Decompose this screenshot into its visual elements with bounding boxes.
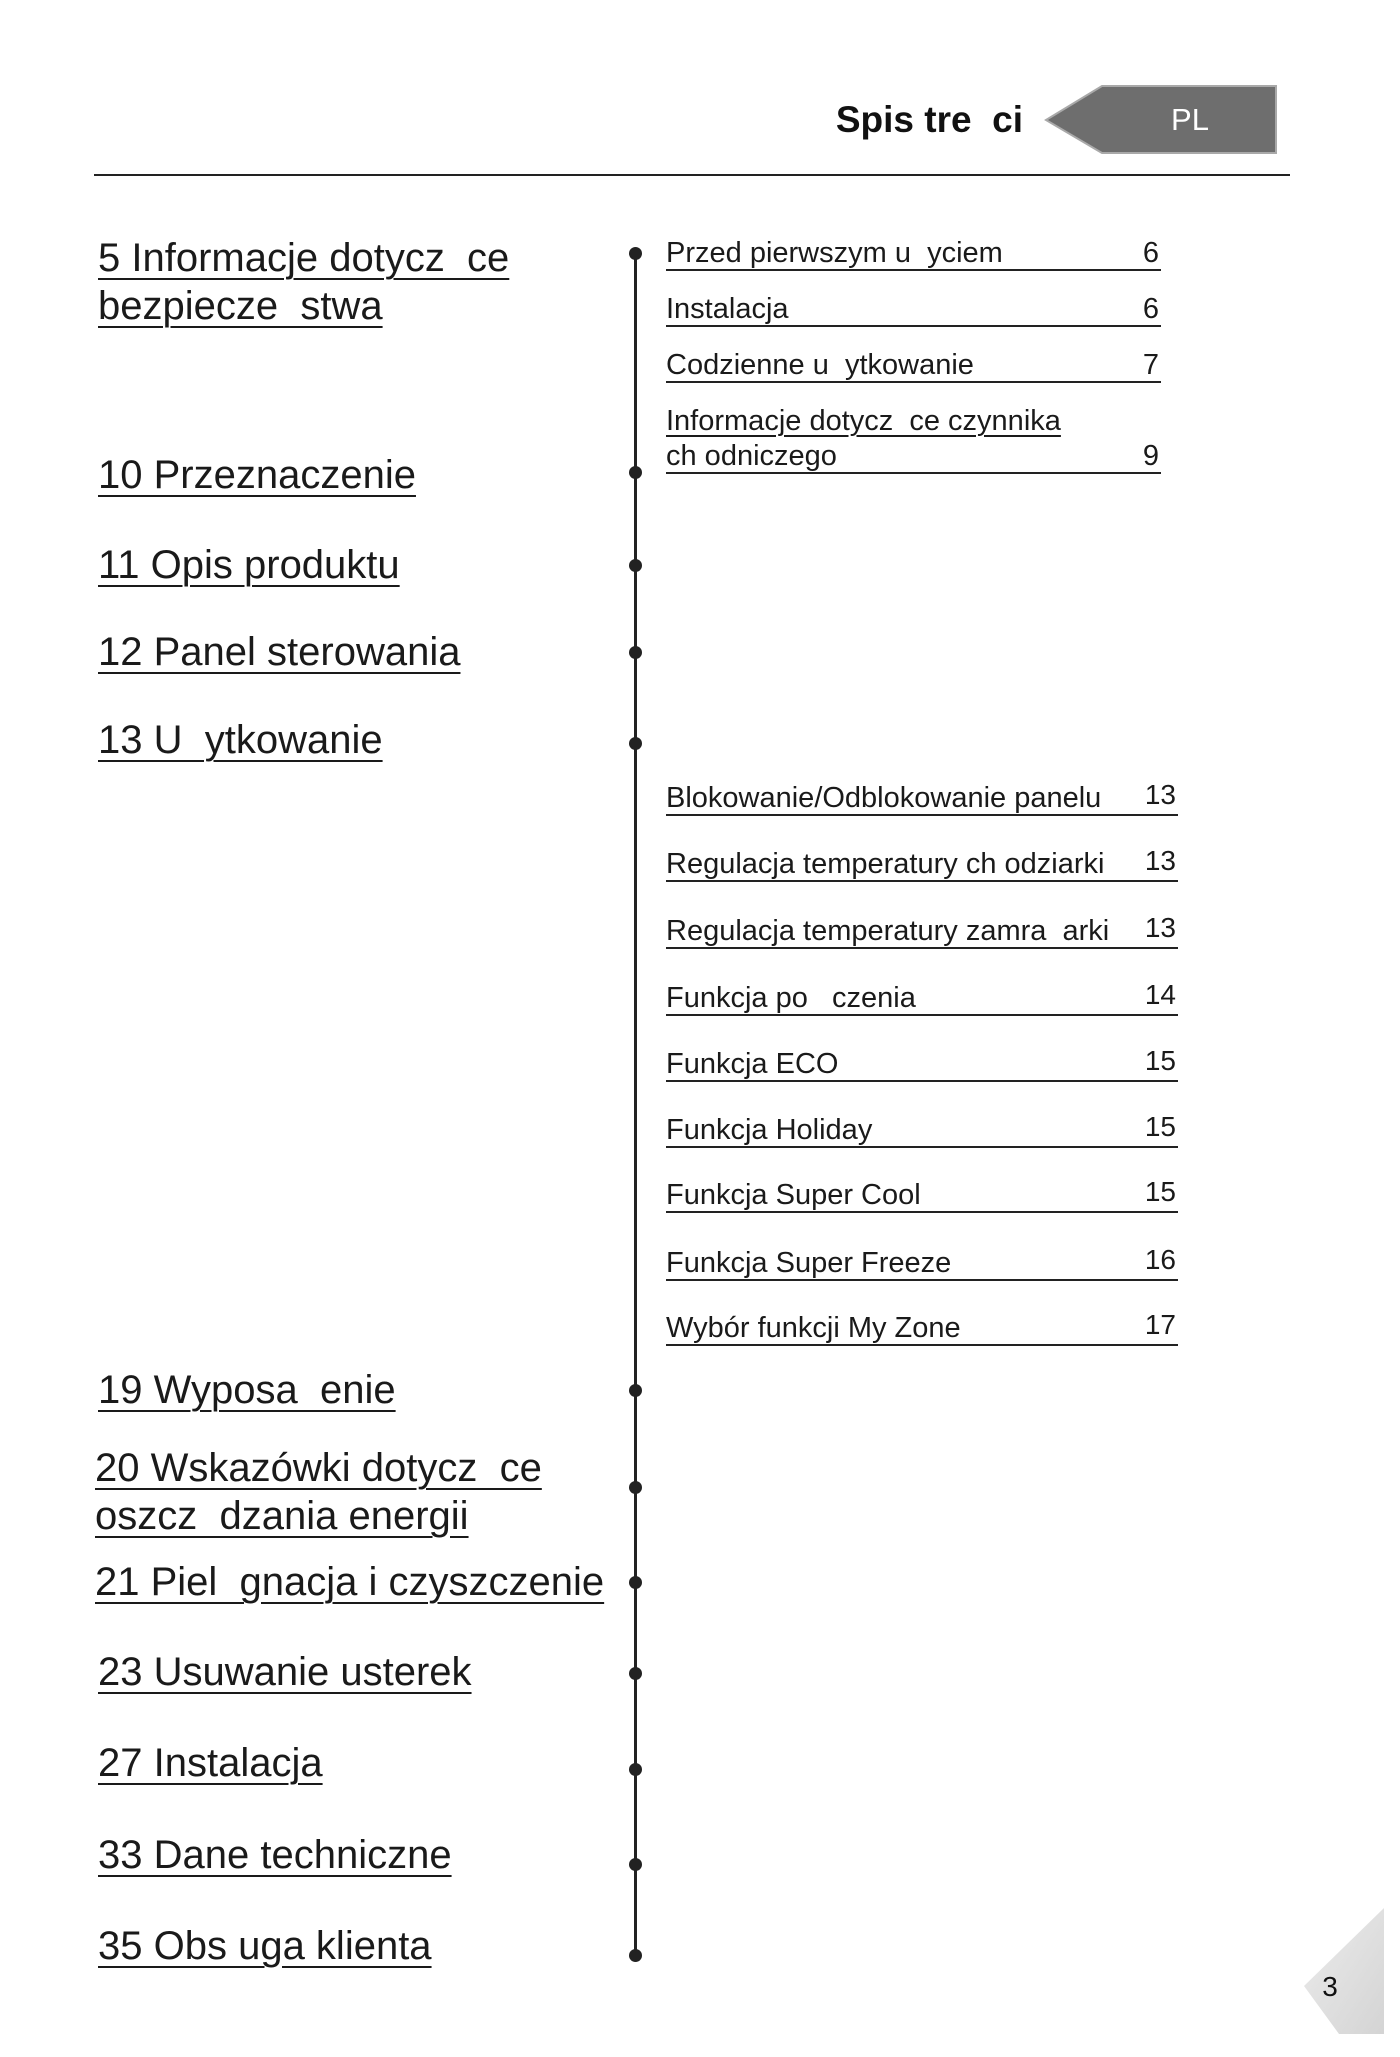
toc-section-label: 13 U ytkowanie (98, 718, 383, 762)
toc-subentry-page: 13 (1144, 845, 1176, 876)
toc-subentry-page: 6 (1142, 293, 1159, 325)
toc-subentry-page: 15 (1144, 1111, 1176, 1142)
toc-section-label: bezpiecze stwa (98, 284, 383, 328)
timeline-dot (629, 1949, 642, 1962)
timeline-dot (629, 466, 642, 479)
toc-subentry-title: Wybór funkcji My Zone (666, 1312, 961, 1344)
toc-section-usage[interactable] (98, 716, 383, 764)
toc-subentry-page: 17 (1144, 1309, 1176, 1340)
toc-section-intended-use[interactable] (98, 451, 416, 499)
toc-subentry-title: Blokowanie/Odblokowanie panelu (666, 782, 1102, 814)
language-tab-label: PL (1171, 102, 1209, 137)
toc-section-label: 27 Instalacja (98, 1741, 323, 1785)
timeline-dot (629, 1576, 642, 1589)
toc-subentry-title: Przed pierwszym u yciem (666, 237, 1003, 269)
toc-subentry-title: Funkcja Holiday (666, 1114, 873, 1146)
toc-section-energy-tips[interactable] (95, 1444, 542, 1540)
toc-subentry-page: 15 (1144, 1176, 1176, 1207)
toc-subentry-title-line1[interactable]: Informacje dotycz ce czynnika (666, 405, 1061, 437)
toc-subentry-page: 13 (1144, 779, 1176, 810)
toc-subentry-title: Funkcja po czenia (666, 982, 916, 1014)
toc-subentry[interactable] (666, 779, 1178, 816)
toc-section-label: 35 Obs uga klienta (98, 1924, 432, 1968)
toc-section-installation[interactable] (98, 1739, 323, 1787)
toc-section-label: 10 Przeznaczenie (98, 453, 416, 497)
toc-section-label: 5 Informacje dotycz ce (98, 236, 510, 280)
toc-subentry[interactable] (666, 979, 1178, 1016)
toc-section-label: oszcz dzania energii (95, 1494, 469, 1538)
toc-section-label: 21 Piel gnacja i czyszczenie (95, 1560, 605, 1604)
toc-section-label: 19 Wyposa enie (98, 1368, 396, 1412)
toc-subentry-title: Funkcja Super Cool (666, 1179, 921, 1211)
toc-subentry-page: 16 (1144, 1244, 1176, 1275)
toc-subentry[interactable] (666, 1244, 1178, 1281)
toc-subentry-title: Regulacja temperatury ch odziarki (666, 848, 1105, 880)
toc-subentry-title: Regulacja temperatury zamra arki (666, 915, 1110, 947)
toc-subentry[interactable] (666, 1176, 1178, 1213)
toc-subentry[interactable] (666, 293, 1161, 327)
page-number: 3 (1322, 1971, 1338, 2002)
toc-section-troubleshooting[interactable] (98, 1648, 472, 1696)
timeline-dot (629, 1481, 642, 1494)
header-divider (94, 174, 1290, 176)
toc-subentry[interactable] (666, 1045, 1178, 1082)
toc-section-technical-data[interactable] (98, 1831, 452, 1879)
toc-section-equipment[interactable] (98, 1366, 396, 1414)
toc-subentry-page: 14 (1144, 979, 1176, 1010)
timeline-dot (629, 247, 642, 260)
toc-subentry-page: 7 (1142, 349, 1159, 381)
toc-section-label: 23 Usuwanie usterek (98, 1650, 472, 1694)
timeline-dot (629, 737, 642, 750)
timeline-dot (629, 1763, 642, 1776)
toc-section-label: 12 Panel sterowania (98, 630, 461, 674)
toc-section-care-cleaning[interactable] (95, 1558, 604, 1606)
toc-subentry-page: 15 (1144, 1045, 1176, 1076)
toc-subentry-page: 9 (1142, 440, 1159, 472)
toc-subentry[interactable] (666, 349, 1161, 383)
toc-subentry[interactable] (666, 237, 1161, 271)
toc-section-safety[interactable] (98, 234, 509, 330)
toc-subentry[interactable] (666, 912, 1178, 949)
toc-subentry-page: 6 (1142, 237, 1159, 269)
toc-section-product-description[interactable] (98, 541, 400, 589)
timeline-dot (629, 1858, 642, 1871)
timeline-dot (629, 559, 642, 572)
timeline-dot (629, 1667, 642, 1680)
toc-subentry-title: ch odniczego (666, 440, 837, 472)
toc-subentry[interactable] (666, 1309, 1178, 1346)
toc-subentry-title: Funkcja Super Freeze (666, 1247, 952, 1279)
toc-section-control-panel[interactable] (98, 628, 460, 676)
toc-timeline-line (634, 253, 637, 1955)
toc-subentry[interactable] (666, 440, 1161, 474)
toc-section-customer-service[interactable] (98, 1922, 432, 1970)
timeline-dot (629, 646, 642, 659)
toc-subentry-title: Instalacja (666, 293, 789, 325)
toc-section-label: 33 Dane techniczne (98, 1833, 452, 1877)
toc-subentry-title: Funkcja ECO (666, 1048, 839, 1080)
toc-subentry[interactable] (666, 1111, 1178, 1148)
page-title: Spis tre ci (835, 99, 1023, 140)
toc-subentry-page: 13 (1144, 912, 1176, 943)
toc-section-label: 20 Wskazówki dotycz ce (95, 1446, 542, 1490)
toc-section-label: 11 Opis produktu (98, 543, 400, 587)
timeline-dot (629, 1384, 642, 1397)
toc-subentry-title: Codzienne u ytkowanie (666, 349, 974, 381)
toc-subentry[interactable] (666, 845, 1178, 882)
